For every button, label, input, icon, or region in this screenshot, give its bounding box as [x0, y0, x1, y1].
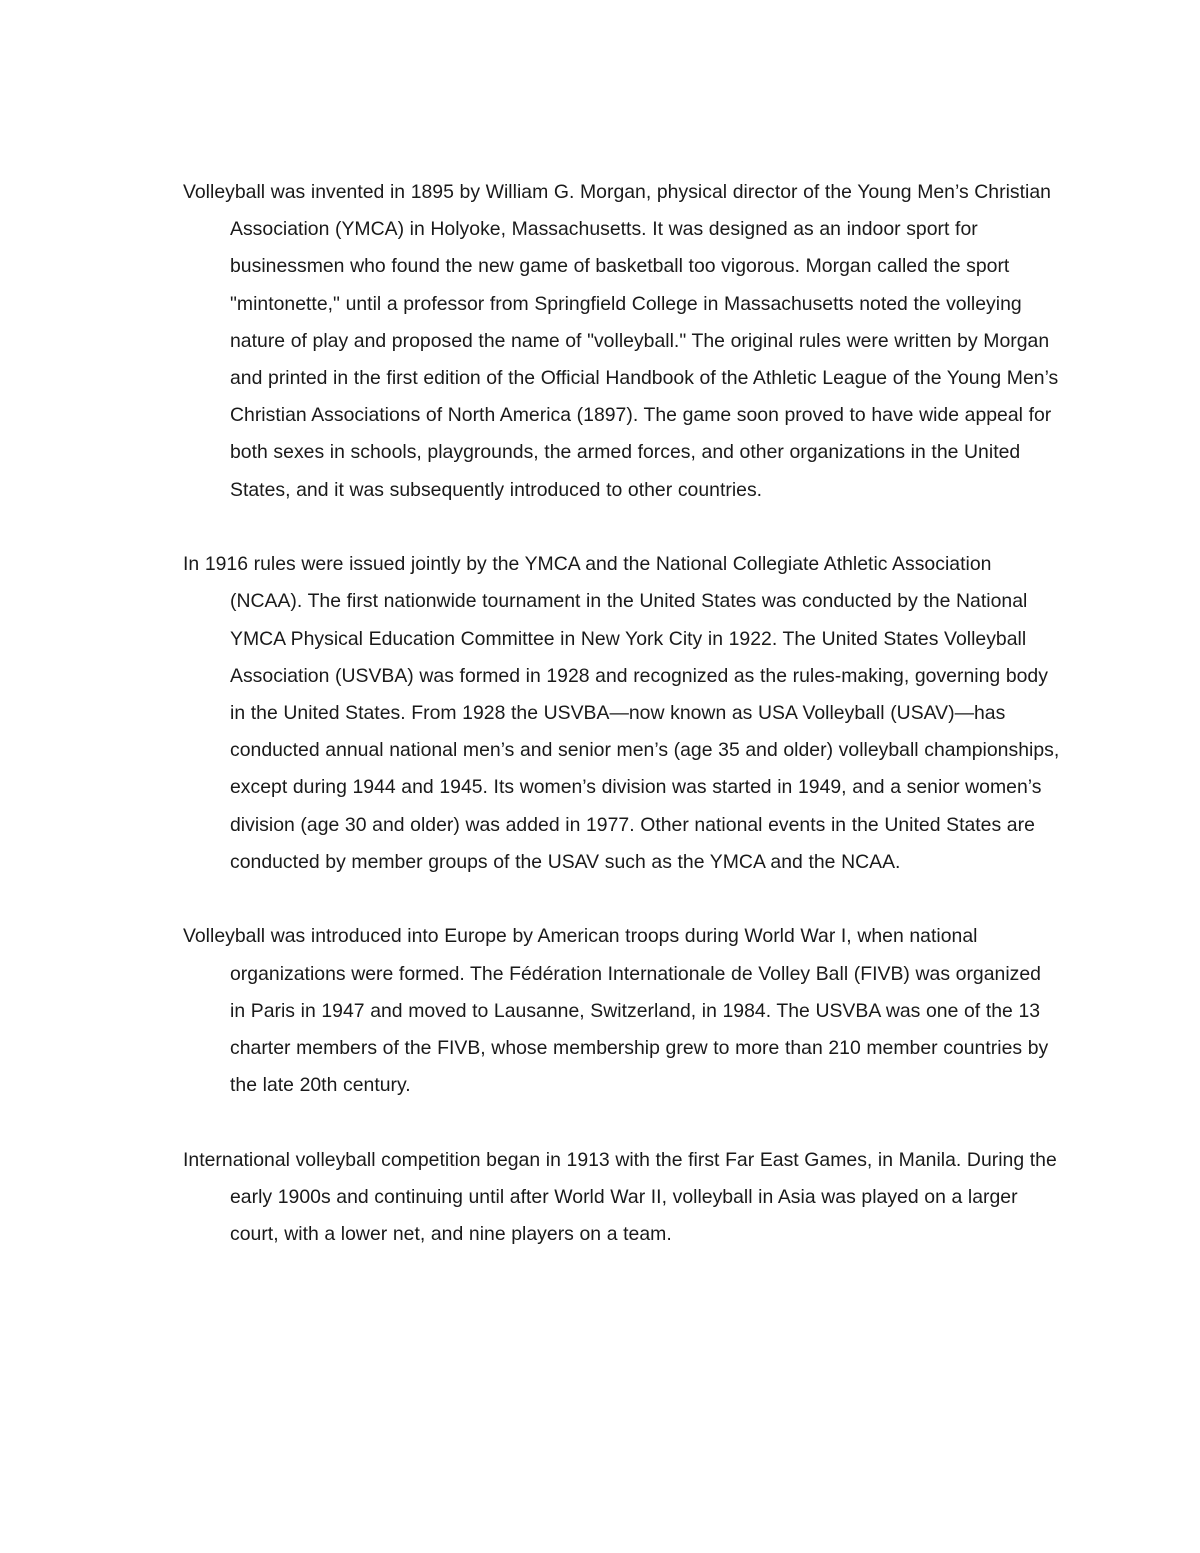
paragraph-volleyball-invention: Volleyball was invented in 1895 by William G. Morgan, physical director of the Young Men’s Christian Association (YMCA) in Holyoke, Massachusetts. It was designed as an indoor sport for businessmen who found the new game of basketball too vigorous. Morgan called the sport "mintonette," until a professor from Springfield College in Massachusetts noted the volleying nature of play and proposed the name of "volleyball." The original rules were written by Morgan and printed in the first edition of the Official Handbook of the Athletic League of the Young Men’s Christian Associations of North America (1897). The game soon proved to have wide appeal for both sexes in schools, playgrounds, the armed forces, and other organizations in the United States, and it was subsequently introduced to other countries. [183, 181, 1059, 501]
paragraph-usvba-history: In 1916 rules were issued jointly by the YMCA and the National Collegiate Athletic Association (NCAA). The first nationwide tournament in the United States was conducted by the National YMCA Physical Education Committee in New York City in 1922. The United States Volleyball Association (USVBA) was formed in 1928 and recognized as the rules-making, governing body in the United States. From 1928 the USVBA—now known as USA Volleyball (USAV)—has conducted annual national men’s and senior men’s (age 35 and older) volleyball championships, except during 1944 and 1945. Its women’s division was started in 1949, and a senior women’s division (age 30 and older) was added in 1977. Other national events in the United States are conducted by member groups of the USAV such as the YMCA and the NCAA. [183, 553, 1060, 873]
paragraph-international-competition: International volleyball competition began in 1913 with the first Far East Games, in Manila. During the early 1900s and continuing until after World War II, volleyball in Asia was played on a larger court, with a lower net, and nine players on a team. [183, 1148, 1057, 1246]
document-body [183, 174, 1060, 1253]
paragraph-fivb-europe: Volleyball was introduced into Europe by American troops during World War I, when national organizations were formed. The Fédération Internationale de Volley Ball (FIVB) was organized in Paris in 1947 and moved to Lausanne, Switzerland, in 1984. The USVBA was one of the 13 charter members of the FIVB, whose membership grew to more than 210 member countries by the late 20th century. [183, 925, 1049, 1097]
